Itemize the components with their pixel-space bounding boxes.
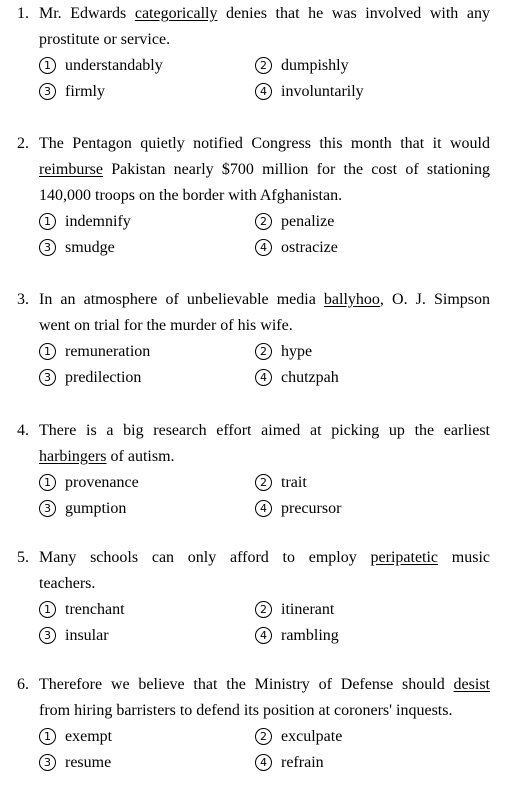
answer-option-1[interactable] bbox=[39, 53, 163, 79]
answer-option-2[interactable] bbox=[255, 53, 349, 79]
option-number-circle: 2 bbox=[255, 601, 272, 618]
text-segment: The Pentagon quietly notified Congress this month that it would bbox=[39, 135, 490, 152]
option-text: involuntarily bbox=[281, 83, 364, 100]
option-text: exculpate bbox=[281, 728, 343, 745]
option-number-circle: 3 bbox=[39, 754, 56, 771]
answer-option-2[interactable] bbox=[255, 339, 312, 365]
question-number: 4. bbox=[17, 422, 29, 439]
option-number-circle: 1 bbox=[39, 474, 56, 491]
text-segment: music bbox=[438, 549, 491, 566]
answer-option-3[interactable] bbox=[39, 750, 111, 776]
question-text-line bbox=[39, 131, 490, 157]
option-number-circle: 2 bbox=[255, 343, 272, 360]
option-number-circle: 3 bbox=[39, 500, 56, 517]
option-number-circle: 4 bbox=[255, 627, 272, 644]
answer-option-3[interactable] bbox=[39, 623, 109, 649]
option-text: insular bbox=[65, 627, 109, 644]
option-number-circle: 1 bbox=[39, 343, 56, 360]
text-segment: There is a big research effort aimed at picking up the earliest bbox=[39, 422, 490, 439]
answer-option-1[interactable] bbox=[39, 470, 139, 496]
option-text: understandably bbox=[65, 57, 163, 74]
text-segment: of autism. bbox=[106, 448, 175, 465]
option-text: chutzpah bbox=[281, 369, 339, 386]
answer-option-1[interactable] bbox=[39, 339, 150, 365]
option-text: provenance bbox=[65, 474, 139, 491]
option-text: precursor bbox=[281, 500, 342, 517]
option-number-circle: 2 bbox=[255, 213, 272, 230]
text-segment: Mr. Edwards bbox=[39, 5, 135, 22]
answer-option-3[interactable] bbox=[39, 79, 105, 105]
underlined-target-word: desist bbox=[453, 676, 490, 693]
option-text: itinerant bbox=[281, 601, 335, 618]
option-text: resume bbox=[65, 754, 112, 771]
option-number-circle: 1 bbox=[39, 601, 56, 618]
answer-option-1[interactable] bbox=[39, 724, 112, 750]
text-segment: went on trial for the murder of his wife. bbox=[39, 317, 293, 334]
answer-option-3[interactable] bbox=[39, 235, 115, 261]
text-segment: Many schools can only afford to employ bbox=[39, 549, 371, 566]
answer-option-3[interactable] bbox=[39, 365, 141, 391]
question-text-line bbox=[39, 1, 490, 27]
option-number-circle: 2 bbox=[255, 474, 272, 491]
text-segment: Therefore we believe that the Ministry of Defense should bbox=[39, 676, 454, 693]
text-segment: from hiring barristers to defend its position at coroners' inquests. bbox=[39, 702, 453, 719]
option-number-circle: 4 bbox=[255, 239, 272, 256]
answer-option-2[interactable] bbox=[255, 597, 334, 623]
question-text-line bbox=[39, 27, 490, 53]
text-segment: 140,000 troops on the border with Afghanistan. bbox=[39, 187, 343, 204]
option-text: predilection bbox=[65, 369, 142, 386]
answer-option-4[interactable] bbox=[255, 750, 324, 776]
underlined-target-word: ballyhoo bbox=[323, 291, 380, 308]
question-text-line bbox=[39, 672, 490, 698]
question-number: 1. bbox=[17, 5, 29, 22]
answer-option-4[interactable] bbox=[255, 365, 339, 391]
question-text-line bbox=[39, 418, 490, 444]
option-text: rambling bbox=[281, 627, 339, 644]
underlined-target-word: categorically bbox=[134, 5, 218, 22]
option-number-circle: 3 bbox=[39, 83, 56, 100]
answer-option-2[interactable] bbox=[255, 209, 334, 235]
answer-option-4[interactable] bbox=[255, 496, 341, 522]
answer-option-4[interactable] bbox=[255, 79, 364, 105]
question-text-line bbox=[39, 698, 490, 724]
question-number: 3. bbox=[17, 291, 29, 308]
underlined-target-word: peripatetic bbox=[370, 549, 439, 566]
answer-option-2[interactable] bbox=[255, 724, 342, 750]
question-number: 2. bbox=[17, 135, 29, 152]
text-segment: denies that he was involved with any bbox=[217, 5, 491, 22]
text-segment: In an atmosphere of unbelievable media bbox=[39, 291, 324, 308]
option-text: exempt bbox=[65, 728, 113, 745]
option-text: hype bbox=[281, 343, 313, 360]
question-text-line bbox=[39, 313, 490, 339]
option-text: gumption bbox=[65, 500, 127, 517]
question-text-line bbox=[39, 444, 490, 470]
option-number-circle: 1 bbox=[39, 57, 56, 74]
answer-option-4[interactable] bbox=[255, 235, 338, 261]
option-number-circle: 1 bbox=[39, 728, 56, 745]
question-number: 6. bbox=[17, 676, 29, 693]
question-text-line bbox=[39, 571, 490, 597]
underlined-target-word: harbingers bbox=[39, 448, 107, 465]
answer-option-2[interactable] bbox=[255, 470, 307, 496]
option-number-circle: 3 bbox=[39, 369, 56, 386]
option-number-circle: 2 bbox=[255, 728, 272, 745]
question-text-line bbox=[39, 183, 490, 209]
option-number-circle: 2 bbox=[255, 57, 272, 74]
text-segment: prostitute or service. bbox=[39, 31, 171, 48]
question-text-line bbox=[39, 157, 490, 183]
option-text: smudge bbox=[65, 239, 115, 256]
option-text: trenchant bbox=[65, 601, 125, 618]
underlined-target-word: reimburse bbox=[39, 161, 103, 178]
option-text: remuneration bbox=[65, 343, 151, 360]
option-text: refrain bbox=[281, 754, 324, 771]
option-number-circle: 1 bbox=[39, 213, 56, 230]
option-number-circle: 4 bbox=[255, 83, 272, 100]
text-segment: teachers. bbox=[39, 575, 96, 592]
question-text-line bbox=[39, 287, 490, 313]
option-number-circle: 4 bbox=[255, 500, 272, 517]
option-number-circle: 3 bbox=[39, 627, 56, 644]
question-number: 5. bbox=[17, 549, 29, 566]
text-segment: , O. J. Simpson bbox=[379, 291, 491, 308]
answer-option-3[interactable] bbox=[39, 496, 126, 522]
option-text: indemnify bbox=[65, 213, 131, 230]
option-number-circle: 4 bbox=[255, 369, 272, 386]
text-segment: Pakistan nearly $700 million for the cost of stationing bbox=[102, 161, 490, 178]
option-text: trait bbox=[281, 474, 307, 491]
option-number-circle: 3 bbox=[39, 239, 56, 256]
option-number-circle: 4 bbox=[255, 754, 272, 771]
answer-option-1[interactable] bbox=[39, 209, 131, 235]
option-text: firmly bbox=[65, 83, 105, 100]
option-text: ostracize bbox=[281, 239, 338, 256]
answer-option-4[interactable] bbox=[255, 623, 339, 649]
option-text: dumpishly bbox=[281, 57, 349, 74]
question-text-line bbox=[39, 545, 490, 571]
answer-option-1[interactable] bbox=[39, 597, 125, 623]
option-text: penalize bbox=[281, 213, 335, 230]
